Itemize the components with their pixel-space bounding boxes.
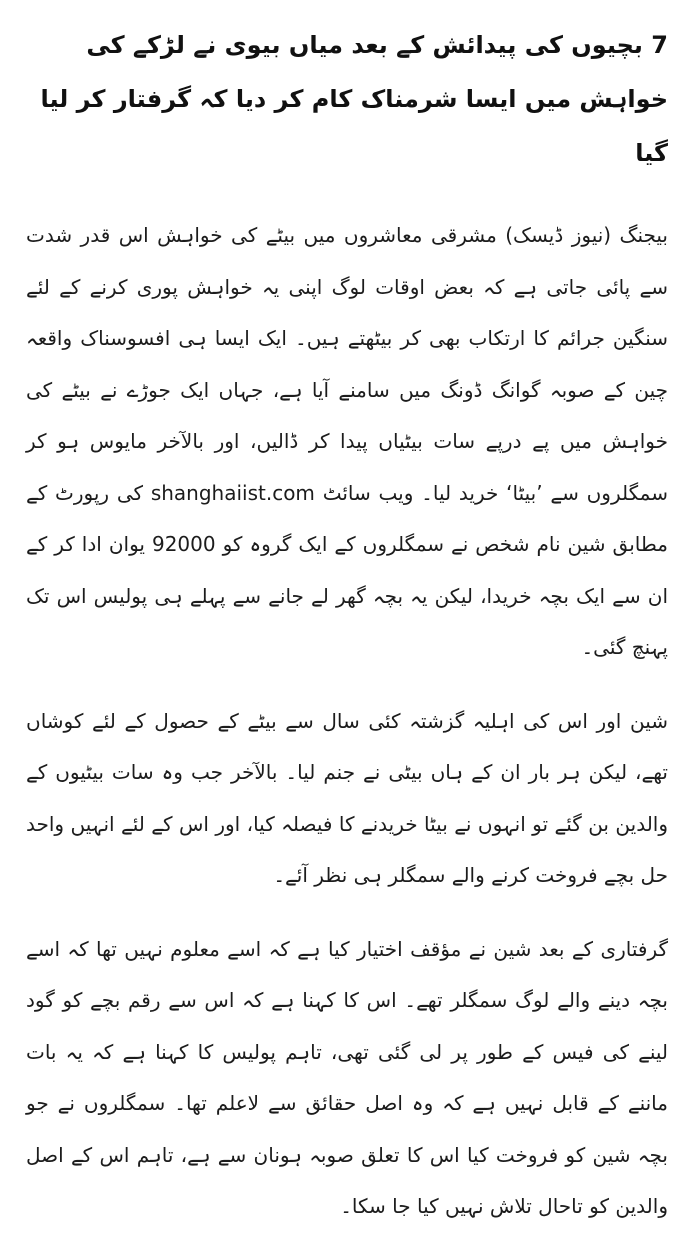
article-paragraph-1: بیجنگ (نیوز ڈیسک) مشرقی معاشروں میں بیٹے کی خواہش اس قدر شدت سے پائی جاتی ہے کہ بعض اوقات لوگ اپنی یہ خواہش پوری کرنے کے لئے سنگین جرائم کا ارتکاب بھی کر بیٹھتے ہیں۔ ایک ایسا ہی افسوسناک واقعہ چین کے صوبہ گوانگ ڈونگ میں سامنے آیا ہے، جہاں ایک جوڑے نے بیٹے کی خواہش میں پے درپے سات بیٹیاں پیدا کر ڈالیں، اور بالآخر مایوس ہو کر سمگلروں سے ’بیٹا‘ خرید لیا۔ ویب سائٹ shanghaiist.com کی رپورٹ کے مطابق شین نام شخص نے سمگلروں کے ایک گروہ کو 92000 یوان ادا کر کے ان سے ایک بچہ خریدا، لیکن یہ بچہ گھر لے جانے سے پہلے ہی پولیس اس تک پہنچ گئی۔ (26, 223, 669, 659)
article-headline: 7 بچیوں کی پیدائش کے بعد میاں بیوی نے لڑکے کی خواہش میں ایسا شرمناک کام کر دیا کہ گرفتار کر لیا گیا (40, 31, 668, 167)
article-paragraph-2: شین اور اس کی اہلیہ گزشتہ کئی سال سے بیٹے کے حصول کے لئے کوشاں تھے، لیکن ہر بار ان کے ہاں بیٹی نے جنم لیا۔ بالآخر جب وہ سات بیٹیوں کے والدین بن گئے تو انہوں نے بیٹا خریدنے کا فیصلہ کیا، اور اس کے لئے انہیں واحد حل بچے فروخت کرنے والے سمگلر ہی نظر آئے۔ (26, 708, 668, 887)
article-paragraph-3: گرفتاری کے بعد شین نے مؤقف اختیار کیا ہے کہ اسے معلوم نہیں تھا کہ اسے بچہ دینے والے لوگ سمگلر تھے۔ اس کا کہنا ہے کہ اس سے رقم بچے کو گود لینے کی فیس کے طور پر لی گئی تھی، تاہم پولیس کا کہنا ہے کہ یہ بات ماننے کے قابل نہیں ہے کہ وہ اصل حقائق سے لاعلم تھا۔ سمگلروں نے جو بچہ شین کو فروخت کیا اس کا تعلق صوبہ ہونان سے ہے، تاہم اس کے اصل والدین کو تاحال تلاش نہیں کیا جا سکا۔ (26, 936, 668, 1218)
